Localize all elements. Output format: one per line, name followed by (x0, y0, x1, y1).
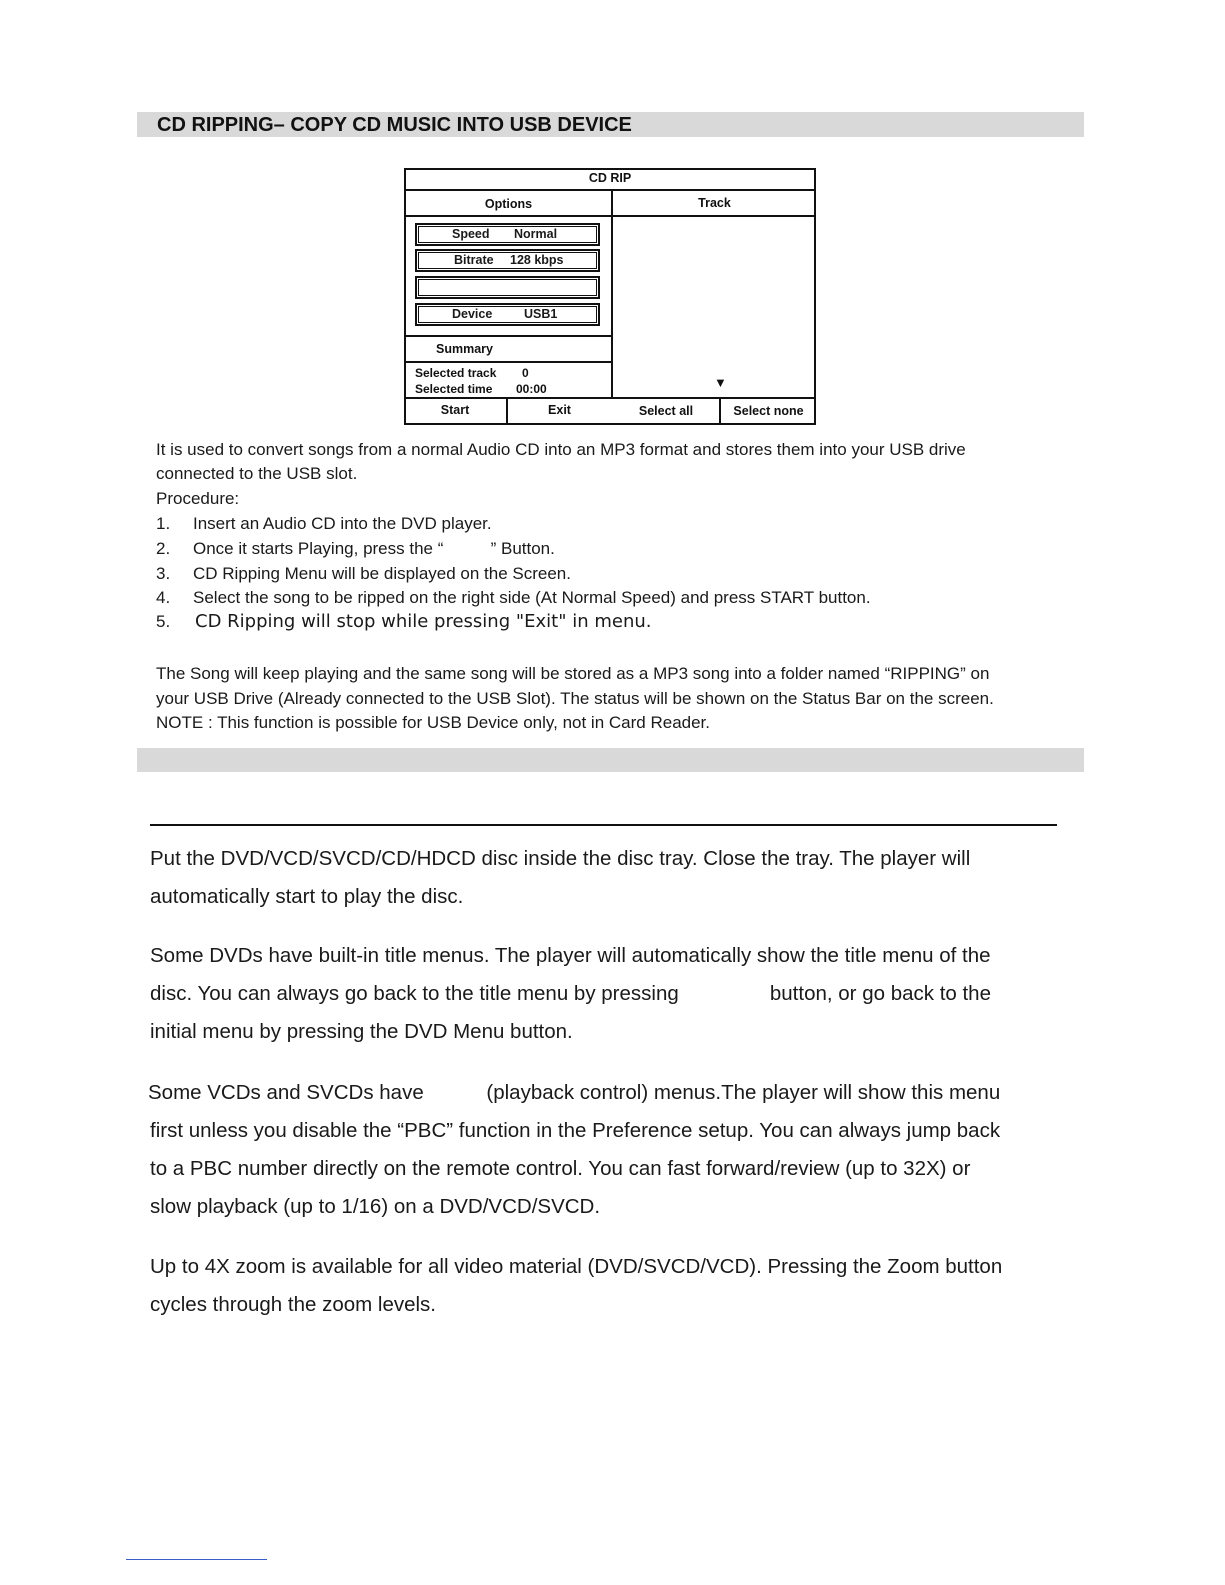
option-label: Bitrate (454, 253, 494, 267)
option-value: Normal (514, 227, 558, 241)
select-none-button[interactable]: Select none (733, 404, 804, 418)
notes-line-2: your USB Drive (Already connected to the USB Slot). The status will be shown on the Status Bar on the screen. (156, 689, 994, 708)
playback-para-1 (150, 840, 1070, 916)
step-item (156, 537, 555, 562)
section-header-cd-ripping (137, 112, 1084, 137)
cd-rip-menu-diagram (404, 168, 816, 425)
step-text: Insert an Audio CD into the DVD player. (193, 514, 492, 533)
para-line: slow playback (up to 1/16) on a DVD/VCD/SVCD. (150, 1195, 601, 1218)
footer-underline (126, 1559, 267, 1560)
scroll-down-icon[interactable]: ▼ (714, 375, 727, 390)
divider (404, 189, 816, 191)
para-line: to a PBC number directly on the remote control. You can fast forward/review (up to 32X) or (150, 1157, 971, 1180)
step-number: 2. (156, 539, 171, 558)
playback-para-2 (150, 937, 1070, 1051)
exit-button[interactable]: Exit (548, 403, 571, 417)
step-number: 5. (156, 612, 171, 631)
options-header: Options (484, 197, 533, 211)
intro-line-2: connected to the USB slot. (156, 464, 358, 483)
divider (404, 335, 613, 337)
section-title: CD RIPPING– COPY CD MUSIC INTO USB DEVICE (157, 114, 632, 136)
divider (611, 189, 613, 399)
notes-line-3: NOTE : This function is possible for USB Device only, not in Card Reader. (156, 713, 711, 732)
para-line: initial menu by pressing the DVD Menu button. (150, 1020, 573, 1043)
option-value: 128 kbps (510, 253, 564, 267)
procedure-label: Procedure: (156, 489, 240, 508)
track-header: Track (698, 196, 731, 210)
para-line: disc. You can always go back to the title menu by pressing button, or go back to the (150, 982, 991, 1005)
playback-para-3 (148, 1074, 1078, 1226)
horizontal-rule (150, 824, 1057, 826)
para-line: Some VCDs and SVCDs have (playback control) menus.The player will show this menu (148, 1081, 1001, 1104)
cd-rip-title: CD RIP (588, 171, 632, 185)
step-text: Once it starts Playing, press the “ ” Button. (193, 539, 555, 558)
summary-label: Summary (436, 342, 493, 356)
divider (404, 361, 613, 363)
step-number: 1. (156, 514, 171, 533)
option-value: USB1 (524, 307, 558, 321)
intro-line-1: It is used to convert songs from a normal Audio CD into an MP3 format and stores them into your USB drive (156, 440, 966, 459)
para-line: first unless you disable the “PBC” function in the Preference setup. You can always jump back (150, 1119, 1001, 1142)
step-number: 3. (156, 564, 171, 583)
step-item (156, 586, 871, 611)
step-item (156, 610, 652, 635)
step-number: 4. (156, 588, 171, 607)
selected-track-value: 0 (522, 366, 529, 380)
para-line: cycles through the zoom levels. (150, 1293, 436, 1316)
playback-para-4 (150, 1248, 1080, 1324)
start-button[interactable]: Start (440, 403, 470, 417)
select-all-button[interactable]: Select all (638, 404, 694, 418)
divider (404, 215, 816, 217)
notes-line-1: The Song will keep playing and the same song will be stored as a MP3 song into a folder named “RIPPING” on (156, 664, 990, 683)
option-bitrate[interactable] (415, 249, 600, 272)
option-label: Device (452, 307, 493, 321)
option-speed[interactable] (415, 223, 600, 246)
step-item (156, 512, 492, 537)
option-device[interactable] (415, 303, 600, 326)
selected-time-value: 00:00 (516, 382, 547, 396)
step-text: CD Ripping will stop while pressing "Exit" in menu. (195, 611, 652, 632)
step-item (156, 562, 571, 587)
step-text: Select the song to be ripped on the right side (At Normal Speed) and press START button. (193, 588, 871, 607)
para-line: Some DVDs have built-in title menus. The player will automatically show the title menu of the (150, 944, 991, 967)
para-line: Put the DVD/VCD/SVCD/CD/HDCD disc inside the disc tray. Close the tray. The player will (150, 847, 971, 870)
selected-track-label: Selected track (415, 366, 497, 380)
option-empty[interactable] (415, 276, 600, 299)
option-label: Speed (452, 227, 490, 241)
para-line: Up to 4X zoom is available for all video material (DVD/SVCD/VCD). Pressing the Zoom button (150, 1255, 1003, 1278)
section-header-empty (137, 748, 1084, 772)
divider (404, 397, 816, 399)
selected-time-label: Selected time (415, 382, 493, 396)
step-text: CD Ripping Menu will be displayed on the Screen. (193, 564, 571, 583)
para-line: automatically start to play the disc. (150, 885, 464, 908)
